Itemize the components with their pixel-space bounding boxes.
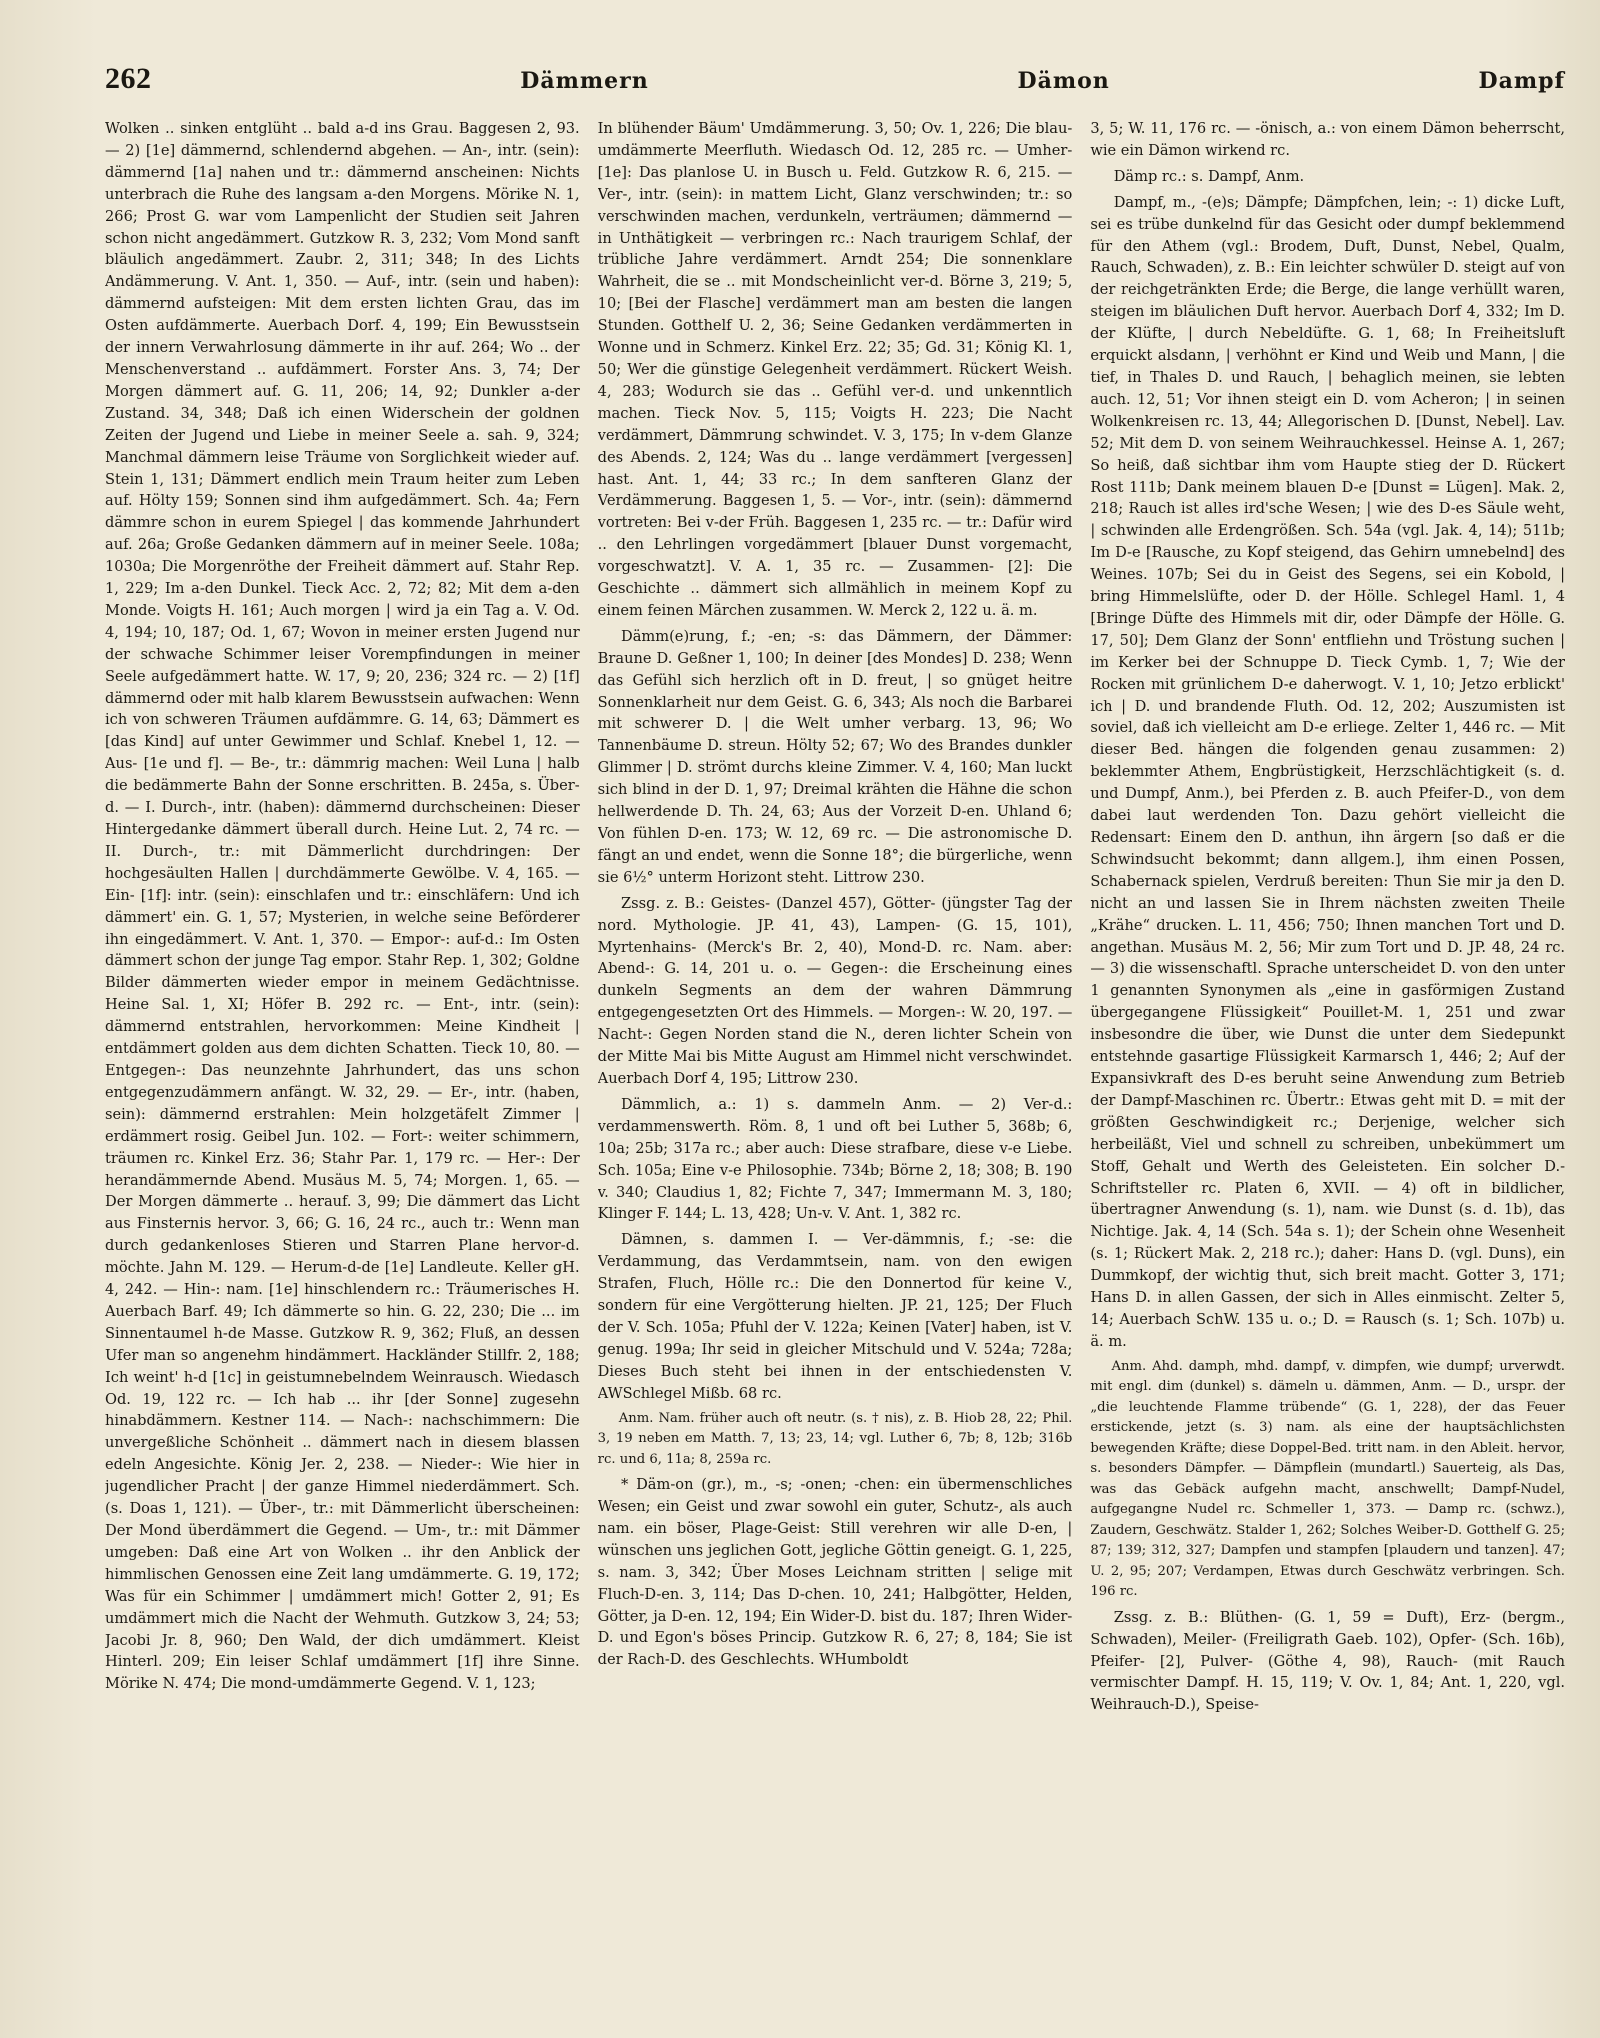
entry-note: Anm. Nam. früher auch oft neutr. (s. † nis), z. B. Hiob 28, 22; Phil. 3, 19 neben em Matth. 7, 13; 23, 14; vgl. Luther 6, 7b; 8, 12b; 316b rc. und 6, 11a; 8, 259a rc.	[597, 1410, 1073, 1467]
entry-paragraph: * Däm-on (gr.), m., -s; -onen; -chen: ein übermenschliches Wesen; ein Geist und zwar sowohl ein guter, Schutz-, als auch nam. ein böser, Plage-Geist: Still verehren wir alle D-en, | wünschen uns jeglichen Gott, jegliche Göttin geneigt. G. 1, 225, s. nam. 3, 342; Über Moses Leichnam stritten | selige mit Fluch-D-en. 3, 114; Das D-chen. 10, 241; Halbgötter, Helden, Götter, ja D-en. 12, 194; Ein Wider-D. bist du. 187; Ihren Wider-D. und Egon's böses Princip. Gutzkow R. 6, 27; 8, 184; Sie ist der Rach-D. des Geschlechts. WHumboldt	[597, 1476, 1073, 1669]
entry-note: Anm. Ahd. damph, mhd. dampf, v. dimpfen, wie dumpf; urverwdt. mit engl. dim (dunkel) s. dämeln u. dämmen, Anm. — D., urspr. der „die leuchtende Flamme trübende“ (G. 1, 228), der das Feuer erstickende, jetzt (s. 3) nam. als eine der hauptsächlichsten bewegenden Kräfte; diese Doppel-Bed. tritt nam. in den Ableit. hervor, s. besonders Dämpfer. — Dämpflein (mundartl.) Sauerteig, als Das, was das Gebäck aufgehn macht, anschwellt; Dampf-Nudel, aufgegangne Nudel rc. Schmeller 1, 373. — Damp rc. (schwz.), Zaudern, Geschwätz. Stalder 1, 262; Solches Weiber-D. Gotthelf G. 25; 87; 139; 312, 327; Dampfen und stampfen [plaudern und tanzen]. 47; U. 2, 95; 207; Verdampen, Etwas durch Geschwätz verbringen. Sch. 196 rc.	[1090, 1358, 1565, 1600]
center-catchword: Dämon	[1017, 68, 1110, 94]
page-number: 262	[105, 62, 152, 95]
left-catchword: Dämmern	[520, 68, 649, 94]
entry-paragraph: Dämm(e)rung, f.; -en; -s: das Dämmern, der Dämmer: Braune D. Geßner 1, 100; In deiner [des Mondes] D. 238; Wenn das Gefühl sich herzlich oft in D. freut, | so gnüget heitre Sonnenklarheit nur dem Geist. G. 6, 343; Als noch die Barbarei mit schwerer D. | die Welt umher verbarg. 13, 96; Wo Tannenbäume D. streun. Hölty 52; 67; Wo des Brandes dunkler Glimmer | D. strömt durchs kleine Zimmer. V. 4, 160; Man luckt sich blind in der D. 1, 97; Dreimal krähten die Hähne die schon hellwerdende D. Th. 24, 63; Aus der Vorzeit D-en. Uhland 6; Von fühlen D-en. 173; W. 12, 69 rc. — Die astronomische D. fängt an und endet, wenn die Sonne 18°; die bürgerliche, wenn sie 6½° unterm Horizont steht. Littrow 230.	[597, 627, 1073, 886]
column-left	[105, 118, 580, 2013]
entry-paragraph: Dämmlich, a.: 1) s. dammeln Anm. — 2) Ver-d.: verdammenswerth. Röm. 8, 1 und oft bei Luther 5, 368b; 6, 10a; 25b; 317a rc.; aber auch: Diese strafbare, diese v-e Liebe. Sch. 105a; Eine v-e Philosophie. 734b; Börne 2, 18; 308; B. 190 v. 340; Claudius 1, 82; Fichte 7, 347; Immermann M. 3, 180; Klinger F. 144; L. 13, 428; Un-v. V. Ant. 1, 382 rc.	[597, 1095, 1073, 1223]
running-header	[105, 62, 1565, 108]
entry-paragraph: 3, 5; W. 11, 176 rc. — -önisch, a.: von einem Dämon beherrscht, wie ein Dämon wirkend rc.	[1090, 120, 1565, 159]
entry-paragraph: In blühender Bäum' Umdämmerung. 3, 50; Ov. 1, 226; Die blau-umdämmerte Meerfluth. Wiedasch Od. 12, 285 rc. — Umher- [1e]: Das planlose U. in Busch u. Feld. Gutzkow R. 6, 215. — Ver-, intr. (sein): in mattem Licht, Glanz verschwinden; tr.: so verschwinden machen, verdunkeln, verträumen; dämmernd — in Unthätigkeit — verbringen rc.: Nach traurigem Schlaf, der trübliche Jahre verdämmert. Arndt 254; Die sonnenklare Wahrheit, die se .. mit Mondscheinlicht ver-d. Börne 3, 219; 5, 10; [Bei der Flasche] verdämmert man am besten die langen Stunden. Gotthelf U. 2, 36; Seine Gedanken verdämmerten in Wonne und in Schmerz. Kinkel Erz. 22; 35; Gd. 31; König Kl. 1, 50; Wer die günstige Gelegenheit verdämmert. Rückert Weish. 4, 283; Wodurch sie das .. Gefühl ver-d. und unkenntlich machen. Tieck Nov. 5, 115; Voigts H. 223; Die Nacht verdämmert, Dämmrung schwindet. V. 3, 175; In v-dem Glanze des Abends. 2, 124; Was du .. lange verdämmert [vergessen] hast. Ant. 1, 44; 33 rc.; In dem sanfteren Glanz der Verdämmerung. Baggesen 1, 5. — Vor-, intr. (sein): dämmernd vortreten: Bei v-der Früh. Baggesen 1, 235 rc. — tr.: Dafür wird .. den Lehrlingen vorgedämmert [blauer Dunst vorgemacht, vorgeschwatzt]. V. A. 1, 35 rc. — Zusammen- [2]: Die Geschichte .. dämmert sich allmählich in meinem Kopf zu einem feinen Märchen zusammen. W. Merck 2, 122 u. ä. m.	[597, 120, 1073, 619]
entry-paragraph: Dämnen, s. dammen I. — Ver-dämmnis, f.; -se: die Verdammung, das Verdammtsein, nam. von den ewigen Strafen, Fluch, Hölle rc.: Die den Donnertod für keine V., sondern für eine Vergötterung hielten. JP. 21, 125; Der Fluch der V. Sch. 105a; Pfuhl der V. 122a; Keinen [Vater] haben, ist V. genug. 199a; Ihr seid in gleicher Mitschuld und V. 524a; 728a; Dieses Buch steht bei ihnen in der entschiedensten V. AWSchlegel Mißb. 68 rc.	[597, 1231, 1073, 1402]
entry-paragraph: Dampf, m., -(e)s; Dämpfe; Dämpfchen, lein; -: 1) dicke Luft, sei es trübe dunkelnd für das Gesicht oder dumpf beklemmend für den Athem (vgl.: Brodem, Duft, Dunst, Nebel, Qualm, Rauch, Schwaden), z. B.: Ein leichter schwüler D. steigt auf von der reichgetränkten Erde; die Berge, die lange verhüllt waren, steigen im bläulichen Duft hervor. Auerbach Dorf 4, 332; Im D. der Klüfte, | durch Nebeldüfte. G. 1, 68; In Freiheitsluft erquickt alsdann, | verhöhnt er Kind und Weib und Mann, | die tief, in Thales D. und Rauch, | behaglich meinen, sie lebten auch. 12, 51; Vor ihnen steigt ein D. vom Acheron; | in seinen Wolkenkreisen rc. 13, 44; Allegorischen D. [Dunst, Nebel]. Lav. 52; Mit dem D. von seinem Weihrauchkessel. Heinse A. 1, 267; So heiß, daß sichtbar ihm vom Haupte stieg der D. Rückert Rost 111b; Dank meinem blauen D-e [Dunst = Lügen]. Mak. 2, 218; Rauch ist alles ird'sche Wesen; | wie des D-es Säule weht, | schwinden alle Erdengrößen. Sch. 54a (vgl. Jak. 4, 14); 511b; Im D-e [Rausche, zu Kopf steigend, das Gehirn umnebelnd] des Weines. 107b; Sei du in Geist des Segens, sei ein Kobold, | bring Himmelslüfte, oder D. der Hölle. Schlegel Haml. 1, 4 [Bringe Düfte des Himmels mit dir, oder Dämpfe der Hölle. G. 17, 50]; Dem Glanz der Sonn' entfliehn und Tröstung suchen | im Kerker bei der Schnuppe D. Tieck Cymb. 1, 7; Wie der Rocken mit grünlichem D-e daherwogt. V. 1, 10; Jetzo erblickt' ich | D. und brandende Fluth. Od. 12, 202; Auszumisten ist soviel, daß ich vielleicht am D-e erliege. Zelter 1, 446 rc. — Mit dieser Bed. hängen die folgenden genau zusammen: 2) beklemmter Athem, Engbrüstigkeit, Herzschlächtigkeit (s. d. und Dumpf, Anm.), bei Pferden z. B. auch Pfeifer-D., von dem dabei laut werdenden Ton. Dazu gehört vielleicht die Redensart: Einem den D. anthun, ihn ärgern [so daß er die Schwindsucht bekommt; dann allgem.], ihm einen Possen, Schabernack spielen, Verdruß bereiten: Thun Sie mir ja den D. nicht an und lassen Sie in Ihrem nächsten zweiten Theile „Krähe“ drucken. L. 11, 456; 750; Ihnen manchen Tort und D. angethan. Musäus M. 2, 56; Mir zum Tort und D. JP. 48, 24 rc. — 3) die wissenschaftl. Sprache unterscheidet D. von den unter 1 genannten Synonymen als „eine in gasförmigen Zustand übergegangene Flüssigkeit“ Pouillet-M. 1, 251 und zwar insbesondre die über, wie Dunst die unter dem Siedepunkt entstehnde gasartige Flüssigkeit Karmarsch 1, 446; 2; Auf der Expansivkraft des D-es beruht seine Anwendung zum Betrieb der Dampf-Maschinen rc. Übertr.: Etwas geht mit D. = mit der größten Geschwindigkeit rc.; Derjenige, welcher sich herbeiläßt, Viel und schnell zu schreiben, unbekümmert um Stoff, Gehalt und Werth des Geleisteten. Ein solcher D.-Schriftsteller rc. Platen 6, XVII. — 4) oft in bildlicher, übertragner Anwendung (s. 1), nam. wie Dunst (s. d. 1b), das Nichtige. Jak. 4, 14 (Sch. 54a s. 1); der Schein ohne Wesenheit (s. 1; Rückert Mak. 2, 218 rc.); daher: Hans D. (vgl. Duns), ein Dummkopf, der wichtig thut, sich breit macht. Gotter 3, 171; Hans D. in allen Gassen, der sich in Alles einmischt. Zelter 5, 14; Auerbach SchW. 135 u. o.; D. = Rausch (s. 1; Sch. 107b) u. ä. m.	[1090, 193, 1565, 1350]
entry-paragraph: Zssg. z. B.: Geistes- (Danzel 457), Götter- (jüngster Tag der nord. Mythologie. JP. 41, 43), Lampen- (G. 15, 101), Myrtenhains- (Merck's Br. 2, 40), Mond-D. rc. Nam. aber: Abend-: G. 14, 201 u. o. — Gegen-: die Erscheinung eines dunkeln Segments an dem der wahren Dämmrung entgegengesetzten Ort des Himmels. — Morgen-: W. 20, 197. — Nacht-: Gegen Norden stand die N., deren lichter Schein von der Mitte Mai bis Mitte August am Himmel nicht verschwindet. Auerbach Dorf 4, 195; Littrow 230.	[597, 894, 1073, 1087]
entry-paragraph: Dämp rc.: s. Dampf, Anm.	[1113, 167, 1305, 185]
column-middle	[598, 118, 1073, 2013]
text-columns	[105, 118, 1565, 2013]
entry-paragraph: Zssg. z. B.: Blüthen- (G. 1, 59 = Duft), Erz- (bergm., Schwaden), Meiler- (Freiligrath Gaeb. 102), Opfer- (Sch. 16b), Pfeifer- [2], Pulver- (Göthe 4, 98), Rauch- (mit Rauch vermischter Dampf. H. 15, 119; V. Ov. 1, 84; Ant. 1, 220, vgl. Weihrauch-D.), Speise-	[1090, 1608, 1565, 1714]
entry-paragraph: Wolken .. sinken entglüht .. bald a-d ins Grau. Baggesen 2, 93. — 2) [1e] dämmernd, schlendernd abgehen. — An-, intr. (sein): dämmernd [1a] nahen und tr.: dämmernd anscheinen: Nichts unterbrach die Ruhe des langsam a-den Morgens. Mörike N. 1, 266; Prost G. war vom Lampenlicht der Studien seit Jahren schon nicht angedämmert. Gutzkow R. 3, 232; Vom Mond sanft bläulich angedämmert. Zaubr. 2, 311; 348; In des Lichts Andämmerung. V. Ant. 1, 350. — Auf-, intr. (sein und haben): dämmernd aufsteigen: Mit dem ersten lichten Grau, das im Osten aufdämmerte. Auerbach Dorf. 4, 199; Ein Bewusstsein der innern Verwahrlosung dämmerte in ihr auf. 264; Wo .. der Menschenverstand .. aufdämmert. Forster Ans. 3, 74; Der Morgen dämmert auf. G. 11, 206; 14, 92; Dunkler a-der Zustand. 34, 348; Daß ich einen Widerschein der goldnen Zeiten der Jugend und Liebe in meiner Seele a. sah. 9, 324; Manchmal dämmern leise Träume von Sorglichkeit wieder auf. Stein 1, 131; Dämmert endlich mein Traum heiter zum Leben auf. Hölty 159; Sonnen sind ihm aufgedämmert. Sch. 4a; Fern dämmre schon in eurem Spiegel | das kommende Jahrhundert auf. 26a; Große Gedanken dämmern auf in meiner Seele. 108a; 1030a; Die Morgenröthe der Freiheit dämmert auf. Stahr Rep. 1, 229; Im a-den Dunkel. Tieck Acc. 2, 72; 82; Mit dem a-den Monde. Voigts H. 161; Auch morgen | wird ja ein Tag a. V. Od. 4, 194; 10, 187; Od. 1, 67; Wovon in meiner ersten Jugend nur der schwache Schimmer leiser Vorempfindungen in meiner Seele aufgedämmert hatte. W. 17, 9; 20, 236; 324 rc. — 2) [1f] dämmernd oder mit halb klarem Bewusstsein aufwachen: Wenn ich von schweren Träumen aufdämmre. G. 14, 63; Dämmert es [das Kind] auf unter Gewimmer und Schlaf. Knebel 1, 12. — Aus- [1e und f]. — Be-, tr.: dämmrig machen: Weil Luna | halb die bedämmerte Bahn der Sonne erschritten. B. 245a, s. Über-d. — I. Durch-, intr. (haben): dämmernd durchscheinen: Dieser Hintergedanke dämmert überall durch. Heine Lut. 2, 74 rc. — II. Durch-, tr.: mit Dämmerlicht durchdringen: Der hochgesäulten Hallen | durchdämmerte Gewölbe. V. 4, 165. — Ein- [1f]: intr. (sein): einschlafen und tr.: einschläfern: Und ich dämmert' ein. G. 1, 57; Mysterien, in welche seine Beförderer ihn eingedämmert. V. Ant. 1, 370. — Empor-: auf-d.: Im Osten dämmert schon der junge Tag empor. Stahr Rep. 1, 302; Goldne Bilder dämmerten wieder empor in meinem Gedächtnisse. Heine Sal. 1, XI; Höfer B. 292 rc. — Ent-, intr. (sein): dämmernd entstrahlen, hervorkommen: Meine Kindheit | entdämmert golden aus dem dichten Schatten. Tieck 10, 80. — Entgegen-: Das neunzehnte Jahrhundert, das uns schon entgegenzudämmern anfängt. W. 32, 29. — Er-, intr. (haben, sein): dämmernd erstrahlen: Mein holzgetäfelt Zimmer | erdämmert rosig. Geibel Jun. 102. — Fort-: weiter schimmern, träumen rc. Kinkel Erz. 36; Stahr Par. 1, 179 rc. — Her-: Der herandämmernde Abend. Musäus M. 5, 74; Morgen. 1, 65. — Der Morgen dämmerte .. herauf. 3, 99; Die dämmert das Licht aus Finsternis hervor. 3, 66; G. 16, 24 rc., auch tr.: Wenn man durch gedankenloses Stieren und Starren Plane hervor-d. möchte. Jahn M. 129. — Herum-d-de [1e] Landleute. Keller gH. 4, 242. — Hin-: nam. [1e] hinschlendern rc.: Träumerisches H. Auerbach Barf. 49; Ich dämmerte so hin. G. 22, 230; Die ... im Sinnentaumel h-de Masse. Gutzkow R. 9, 362; Fluß, an dessen Ufer man so angenehm hindämmert. Hackländer Stillfr. 2, 188; Ich weint' h-d [1c] in geistumnebelndem Weinrausch. Wiedasch Od. 19, 122 rc. — Ich hab ... ihr [der Sonne] zugesehn hinabdämmern. Kestner 114. — Nach-: nachschimmern: Die unvergeßliche Schönheit .. dämmert nach in diesem blassen edeln Angesichte. König Jer. 2, 238. — Nieder-: Wie hier in jugendlicher Pracht | der ganze Himmel niederdämmert. Sch. (s. Doas 1, 121). — Über-, tr.: mit Dämmerlicht überscheinen: Der Mond überdämmert die Gegend. — Um-, tr.: mit Dämmer umgeben: Daß eine Art von Wolken .. ihr den Anblick der himmlischen Genossen eine Zeit lang umdämmerte. G. 19, 172; Was für ein Schimmer | umdämmert mich! Gotter 2, 91; Es umdämmert mich die Nacht der Wehmuth. Gutzkow 3, 24; 53; Jacobi Jr. 8, 960; Den Wald, der dich umdämmert. Kleist Hinterl. 209; Ein leiser Schlaf umdämmert [1f] ihre Sinne. Mörike N. 474; Die mond-umdämmerte Gegend. V. 1, 123;	[105, 120, 580, 1693]
column-right	[1090, 118, 1565, 2013]
right-catchword: Dampf	[1478, 68, 1565, 94]
